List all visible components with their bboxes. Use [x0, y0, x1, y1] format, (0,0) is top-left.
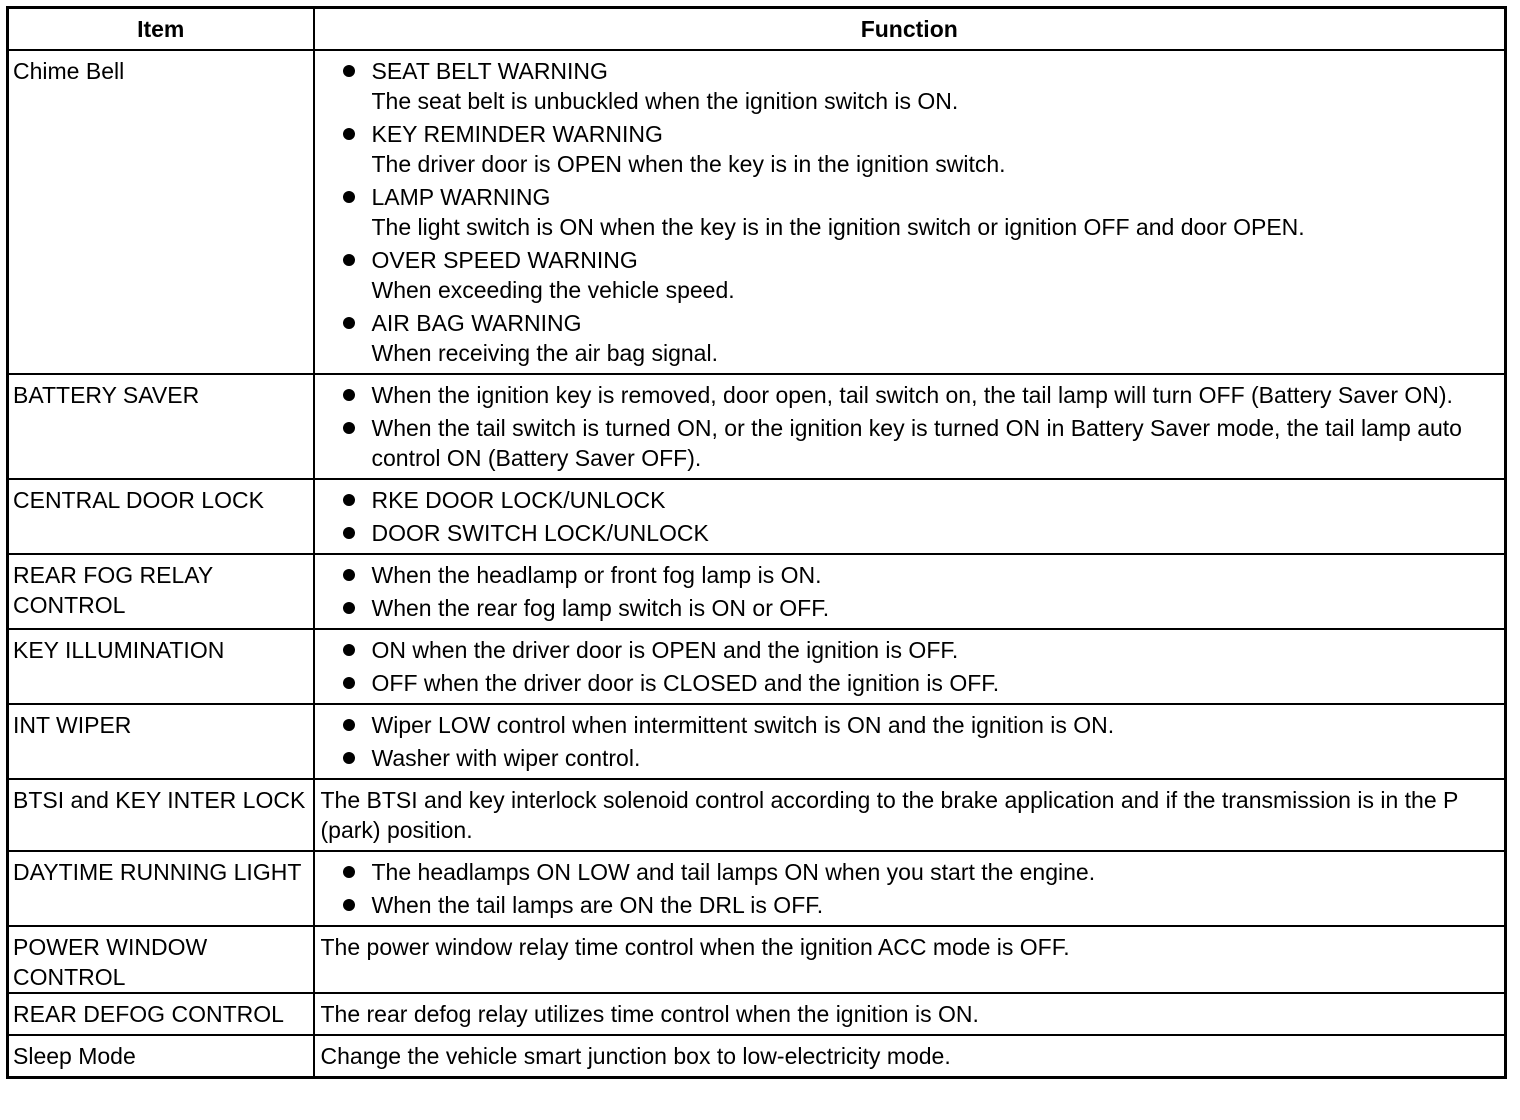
table-row	[8, 704, 1506, 779]
function-cell: The BTSI and key interlock solenoid control according to the brake application and if the transmission is in the P (park) position.	[314, 779, 1506, 851]
bullet-list	[319, 710, 1501, 773]
list-item-text: When the ignition key is removed, door open, tail switch on, the tail lamp will turn OFF (Battery Saver ON).	[371, 382, 1453, 408]
bullet-icon	[343, 389, 355, 401]
function-cell: The rear defog relay utilizes time control when the ignition is ON.	[314, 993, 1506, 1035]
item-cell: BATTERY SAVER	[8, 374, 314, 479]
warning-desc: The seat belt is unbuckled when the ignition switch is ON.	[371, 88, 959, 114]
bullet-icon	[343, 569, 355, 581]
warning-desc: When exceeding the vehicle speed.	[371, 277, 735, 303]
function-table	[6, 6, 1507, 1079]
bullet-icon	[343, 677, 355, 689]
list-item-text: When the tail switch is turned ON, or the ignition key is turned ON in Battery Saver mode, the tail lamp auto control ON (Battery Saver OFF).	[371, 415, 1462, 471]
list-item	[319, 245, 1501, 305]
function-cell	[314, 479, 1506, 554]
bullet-icon	[343, 422, 355, 434]
warning-title: AIR BAG WARNING	[371, 310, 582, 336]
list-item-text: When the headlamp or front fog lamp is ON.	[371, 562, 822, 588]
bullet-icon	[343, 719, 355, 731]
function-cell	[314, 704, 1506, 779]
list-item	[319, 518, 1501, 548]
table-row	[8, 554, 1506, 629]
list-item-text: Washer with wiper control.	[371, 745, 641, 771]
function-cell	[314, 374, 1506, 479]
bullet-list	[319, 56, 1501, 368]
bullet-icon	[343, 65, 355, 77]
bullet-icon	[343, 644, 355, 656]
bullet-icon	[343, 899, 355, 911]
list-item	[319, 308, 1501, 368]
bullet-icon	[343, 494, 355, 506]
header-row	[8, 8, 1506, 51]
bullet-icon	[343, 752, 355, 764]
warning-title: LAMP WARNING	[371, 184, 551, 210]
bullet-icon	[343, 527, 355, 539]
bullet-list	[319, 857, 1501, 920]
item-cell: BTSI and KEY INTER LOCK	[8, 779, 314, 851]
item-cell: INT WIPER	[8, 704, 314, 779]
list-item	[319, 857, 1501, 887]
item-cell: Sleep Mode	[8, 1035, 314, 1078]
function-cell: The power window relay time control when the ignition ACC mode is OFF.	[314, 926, 1506, 993]
item-cell: POWER WINDOW CONTROL	[8, 926, 314, 993]
function-cell	[314, 554, 1506, 629]
bullet-list	[319, 485, 1501, 548]
table-row	[8, 374, 1506, 479]
item-cell: DAYTIME RUNNING LIGHT	[8, 851, 314, 926]
item-cell: REAR FOG RELAY CONTROL	[8, 554, 314, 629]
warning-title: OVER SPEED WARNING	[371, 247, 638, 273]
item-cell: CENTRAL DOOR LOCK	[8, 479, 314, 554]
list-item	[319, 182, 1501, 242]
warning-desc: When receiving the air bag signal.	[371, 340, 718, 366]
list-item	[319, 635, 1501, 665]
table-row	[8, 50, 1506, 374]
warning-desc: The driver door is OPEN when the key is in the ignition switch.	[371, 151, 1006, 177]
list-item-text: The headlamps ON LOW and tail lamps ON when you start the engine.	[371, 859, 1096, 885]
list-item	[319, 593, 1501, 623]
table-row	[8, 629, 1506, 704]
list-item-text: When the rear fog lamp switch is ON or OFF.	[371, 595, 830, 621]
warning-desc: The light switch is ON when the key is in the ignition switch or ignition OFF and door OPEN.	[371, 214, 1305, 240]
function-cell: Change the vehicle smart junction box to low-electricity mode.	[314, 1035, 1506, 1078]
warning-title: SEAT BELT WARNING	[371, 58, 608, 84]
list-item	[319, 56, 1501, 116]
function-cell	[314, 50, 1506, 374]
item-cell: REAR DEFOG CONTROL	[8, 993, 314, 1035]
bullet-icon	[343, 317, 355, 329]
item-cell: Chime Bell	[8, 50, 314, 374]
bullet-list	[319, 560, 1501, 623]
bullet-icon	[343, 128, 355, 140]
table-row	[8, 1035, 1506, 1078]
list-item	[319, 710, 1501, 740]
list-item	[319, 890, 1501, 920]
bullet-list	[319, 380, 1501, 473]
list-item	[319, 560, 1501, 590]
bullet-icon	[343, 254, 355, 266]
list-item-text: ON when the driver door is OPEN and the ignition is OFF.	[371, 637, 959, 663]
list-item	[319, 413, 1501, 473]
list-item	[319, 668, 1501, 698]
list-item-text: RKE DOOR LOCK/UNLOCK	[371, 487, 666, 513]
list-item-text: When the tail lamps are ON the DRL is OFF.	[371, 892, 824, 918]
list-item	[319, 119, 1501, 179]
table-row	[8, 479, 1506, 554]
bullet-list	[319, 635, 1501, 698]
item-cell: KEY ILLUMINATION	[8, 629, 314, 704]
table-row	[8, 779, 1506, 851]
item-column-header: Item	[8, 8, 314, 51]
list-item-text: OFF when the driver door is CLOSED and the ignition is OFF.	[371, 670, 1000, 696]
function-cell	[314, 851, 1506, 926]
function-cell	[314, 629, 1506, 704]
bullet-icon	[343, 191, 355, 203]
table-row	[8, 926, 1506, 993]
function-column-header: Function	[314, 8, 1506, 51]
list-item-text: DOOR SWITCH LOCK/UNLOCK	[371, 520, 709, 546]
table-row	[8, 851, 1506, 926]
list-item	[319, 380, 1501, 410]
list-item-text: Wiper LOW control when intermittent switch is ON and the ignition is ON.	[371, 712, 1115, 738]
bullet-icon	[343, 602, 355, 614]
list-item	[319, 485, 1501, 515]
list-item	[319, 743, 1501, 773]
warning-title: KEY REMINDER WARNING	[371, 121, 663, 147]
bullet-icon	[343, 866, 355, 878]
table-row	[8, 993, 1506, 1035]
